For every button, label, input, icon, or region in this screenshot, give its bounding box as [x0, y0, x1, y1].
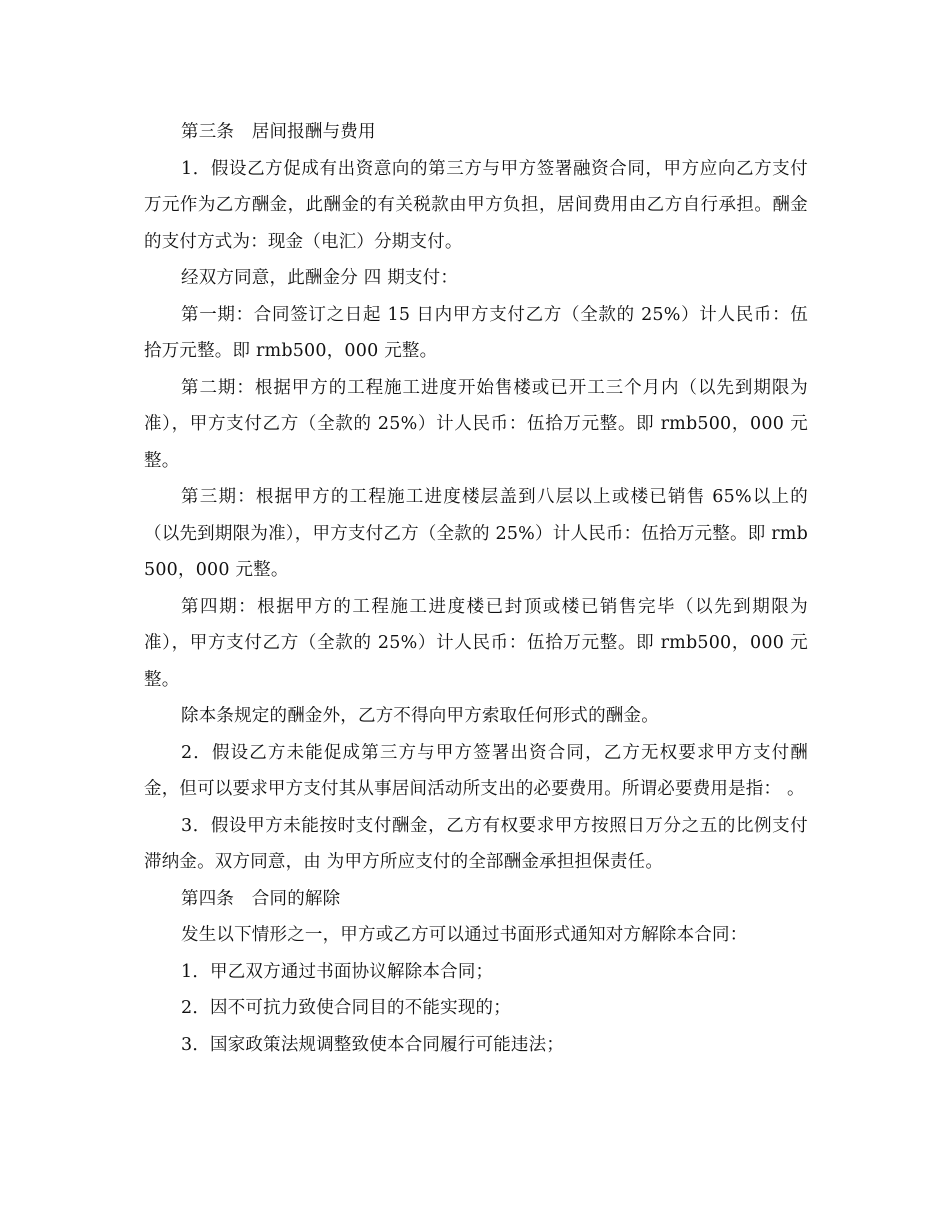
document-body	[144, 114, 808, 1063]
clause-3-1-paragraph: 1．假设乙方促成有出资意向的第三方与甲方签署融资合同，甲方应向乙方支付 万元作为乙方酬金，此酬金的有关税款由甲方负担，居间费用由乙方自行承担。酬金的支付方式为：现金（电汇）分期支付。	[144, 158, 808, 252]
installment-4-paragraph: 第四期：根据甲方的工程施工进度楼已封顶或楼已销售完毕（以先到期限为准），甲方支付乙方（全款的 25%）计人民币：伍拾万元整。即 rmb500，000 元整。	[144, 596, 808, 690]
installment-1-paragraph: 第一期：合同签订之日起 15 日内甲方支付乙方（全款的 25%）计人民币：伍拾万元整。即 rmb500，000 元整。	[144, 304, 808, 361]
termination-item-1: 1．甲乙双方通过书面协议解除本合同；	[181, 961, 494, 982]
article-4-heading: 第四条 合同的解除	[181, 888, 341, 909]
termination-intro-paragraph: 发生以下情形之一，甲方或乙方可以通过书面形式通知对方解除本合同：	[181, 925, 748, 945]
remuneration-limit-paragraph: 除本条规定的酬金外，乙方不得向甲方索取任何形式的酬金。	[181, 706, 659, 726]
clause-3-3-paragraph: 3．假设甲方未能按时支付酬金，乙方有权要求甲方按照日万分之五的比例支付滞纳金。双方同意，由 为甲方所应支付的全部酬金承担担保责任。	[144, 815, 808, 872]
installment-2-paragraph: 第二期：根据甲方的工程施工进度开始售楼或已开工三个月内（以先到期限为准），甲方支付乙方（全款的 25%）计人民币：伍拾万元整。即 rmb500，000 元整。	[144, 377, 808, 471]
termination-item-3: 3．国家政策法规调整致使本合同履行可能违法；	[181, 1034, 565, 1055]
termination-item-2: 2．因不可抗力致使合同目的不能实现的；	[181, 998, 511, 1018]
clause-3-2-paragraph: 2．假设乙方未能促成第三方与甲方签署出资合同，乙方无权要求甲方支付酬金，但可以要求甲方支付其从事居间活动所支出的必要费用。所谓必要费用是指： 。	[144, 742, 808, 799]
installment-3-paragraph: 第三期：根据甲方的工程施工进度楼层盖到八层以上或楼已销售 65%以上的（以先到期限为准），甲方支付乙方（全款的 25%）计人民币：伍拾万元整。即 rmb500，000 元整。	[144, 487, 808, 580]
article-3-heading: 第三条 居间报酬与费用	[181, 122, 376, 142]
installment-intro-paragraph: 经双方同意，此酬金分 四 期支付：	[181, 268, 459, 288]
